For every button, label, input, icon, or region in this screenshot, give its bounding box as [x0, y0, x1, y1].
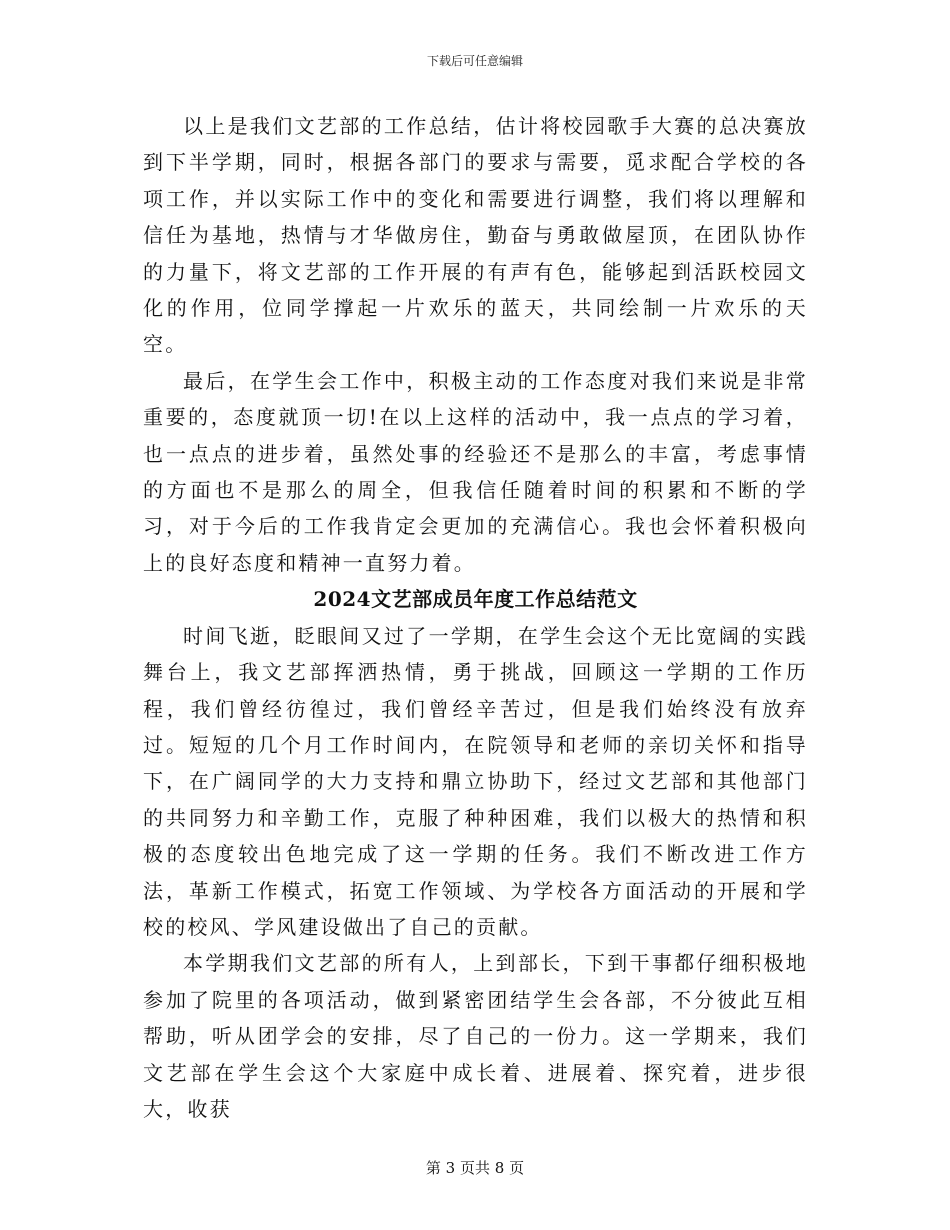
document-body: [143, 108, 808, 1127]
paragraph-summary: 以上是我们文艺部的工作总结，估计将校园歌手大赛的总决赛放到下半学期，同时，根据各部门的要求与需要，觅求配合学校的各项工作，并以实际工作中的变化和需要进行调整，我们将以理解和信任为基地，热情与才华做房住，勤奋与勇敢做屋顶，在团队协作的力量下，将文艺部的工作开展的有声有色，能够起到活跃校园文化的作用，位同学撑起一片欢乐的蓝天，共同绘制一片欢乐的天空。: [143, 114, 808, 357]
paragraph-attitude: 最后，在学生会工作中，积极主动的工作态度对我们来说是非常重要的，态度就顶一切!在以上这样的活动中，我一点点的学习着，也一点点的进步着，虽然处事的经验还不是那么的丰富，考虑事情的方面也不是那么的周全，但我信任随着时间的积累和不断的学习，对于今后的工作我肯定会更加的充满信心。我也会怀着积极向上的良好态度和精神一直努力着。: [143, 368, 808, 575]
page-header: 下载后可任意编辑: [426, 54, 523, 68]
paragraph-members: 本学期我们文艺部的所有人，上到部长，下到干事都仔细积极地参加了院里的各项活动，做到紧密团结学生会各部，不分彼此互相帮助，听从团学会的安排，尽了自己的一份力。这一学期来，我们文艺部在学生会这个大家庭中成长着、进展着、探究着，进步很大，收获: [143, 951, 808, 1121]
section-heading: 2024文艺部成员年度工作总结范文: [313, 587, 638, 612]
page-footer: 第 3 页共 8 页: [425, 1159, 525, 1177]
paragraph-review: 时间飞逝，眨眼间又过了一学期，在学生会这个无比宽阔的实践舞台上，我文艺部挥洒热情，勇于挑战，回顾这一学期的工作历程，我们曾经彷徨过，我们曾经辛苦过，但是我们始终没有放弃过。短短的几个月工作时间内，在院领导和老师的亲切关怀和指导下，在广阔同学的大力支持和鼎立协助下，经过文艺部和其他部门的共同努力和辛勤工作，克服了种种困难，我们以极大的热情和积极的态度较出色地完成了这一学期的任务。我们不断改进工作方法，革新工作模式，拓宽工作领域、为学校各方面活动的开展和学校的校风、学风建设做出了自己的贡献。: [143, 623, 808, 939]
